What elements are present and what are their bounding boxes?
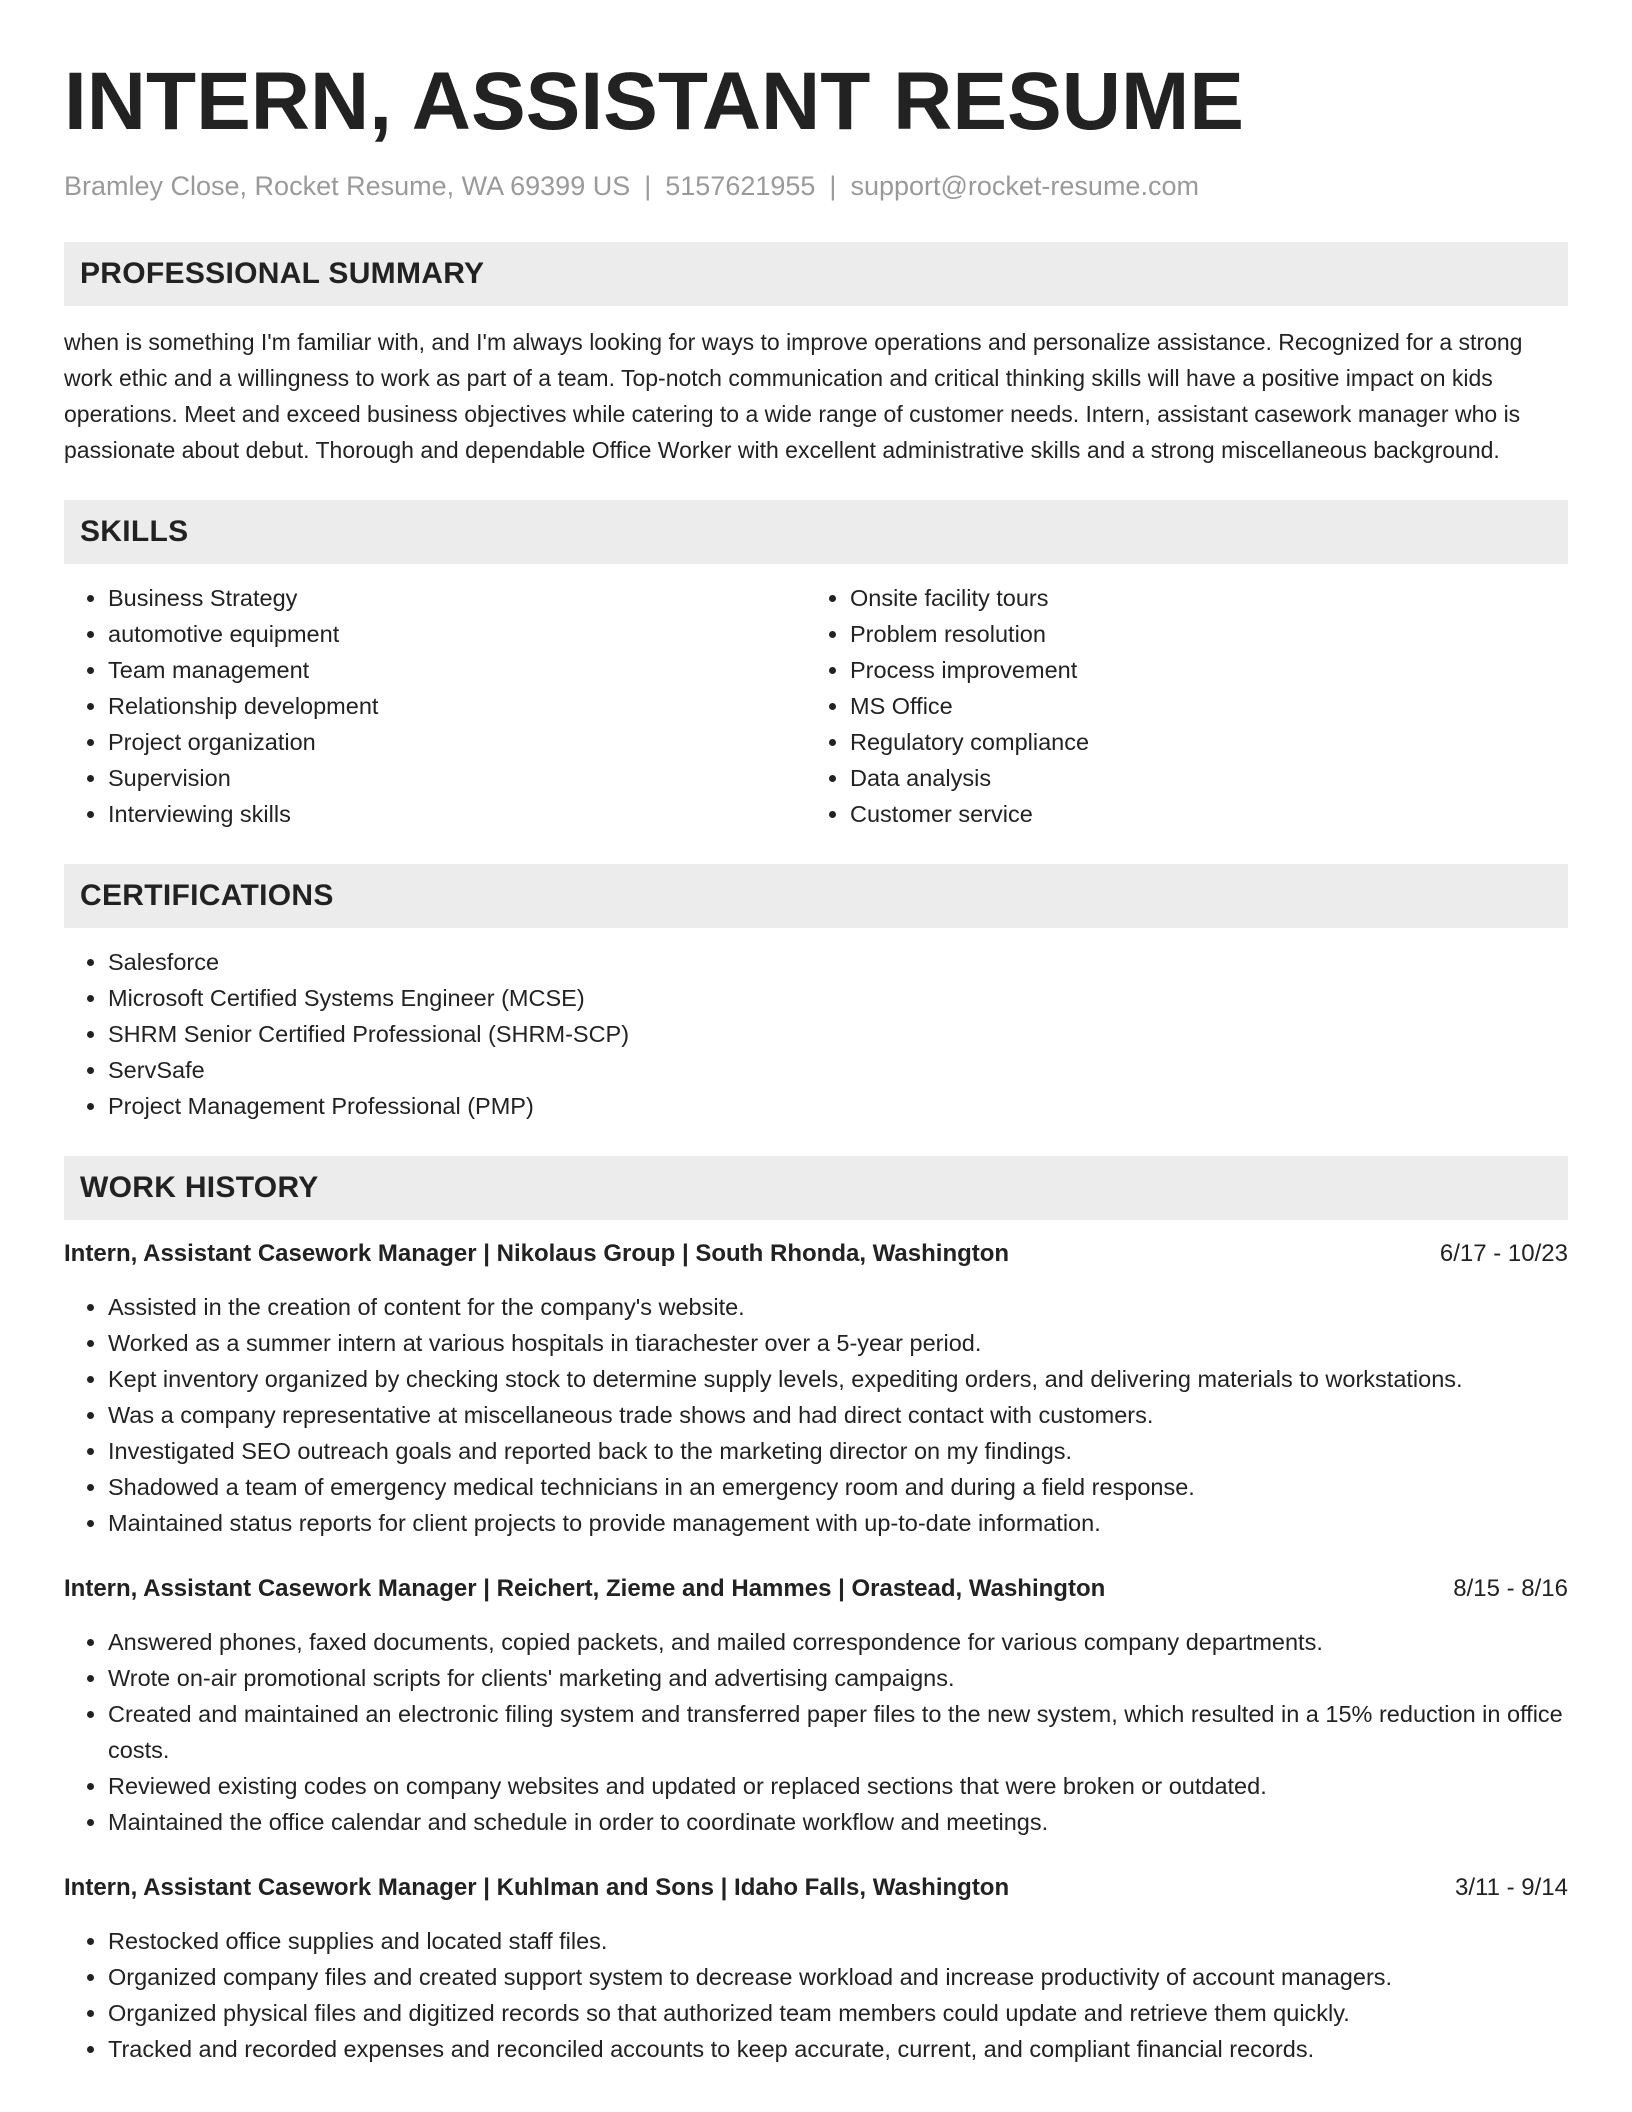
contact-separator: | (644, 171, 652, 201)
job-entry (64, 1236, 1568, 1541)
certification-item: • SHRM Senior Certified Professional (SHRM-SCP) (108, 1016, 1568, 1052)
skill-item: • Relationship development (108, 688, 806, 724)
job-bullets (64, 1289, 1568, 1541)
job-header (64, 1571, 1568, 1607)
job-entry (64, 1870, 1568, 2067)
job-dates: 3/11 - 9/14 (1455, 1874, 1568, 1901)
certifications-list (64, 944, 1568, 1124)
contact-email: support@rocket-resume.com (850, 171, 1199, 201)
skills-list (64, 580, 1568, 832)
skill-item: • Data analysis (850, 760, 1548, 796)
certification-item: • ServSafe (108, 1052, 1568, 1088)
certification-item: • Microsoft Certified Systems Engineer (MCSE) (108, 980, 1568, 1016)
skill-item: • Project organization (108, 724, 806, 760)
job-bullet: • Was a company representative at miscellaneous trade shows and had direct contact with customers. (108, 1397, 1568, 1433)
skill-item: • MS Office (850, 688, 1548, 724)
job-bullet: • Kept inventory organized by checking stock to determine supply levels, expediting orders, and delivering materials to workstations. (108, 1361, 1568, 1397)
skill-item: • Team management (108, 652, 806, 688)
contact-line (64, 168, 1568, 204)
job-header (64, 1236, 1568, 1272)
skill-item: • Regulatory compliance (850, 724, 1548, 760)
job-bullets (64, 1624, 1568, 1840)
summary-heading: PROFESSIONAL SUMMARY (64, 242, 1568, 306)
job-title: Intern, Assistant Casework Manager | Reichert, Zieme and Hammes | Orastead, Washington (64, 1575, 1106, 1602)
skill-item: • Onsite facility tours (850, 580, 1548, 616)
skill-item: • Interviewing skills (108, 796, 806, 832)
job-bullet: • Answered phones, faxed documents, copied packets, and mailed correspondence for various company departments. (108, 1624, 1568, 1660)
job-bullet: • Shadowed a team of emergency medical technicians in an emergency room and during a field response. (108, 1469, 1568, 1505)
job-bullet: • Organized physical files and digitized records so that authorized team members could update and retrieve them quickly. (108, 1995, 1568, 2031)
resume-title: INTERN, ASSISTANT RESUME (64, 56, 1244, 147)
certification-item: • Salesforce (108, 944, 1568, 980)
skill-item: • Customer service (850, 796, 1548, 832)
job-bullets (64, 1923, 1568, 2067)
skill-item: • Supervision (108, 760, 806, 796)
job-dates: 8/15 - 8/16 (1453, 1575, 1568, 1602)
job-bullet: • Maintained status reports for client projects to provide management with up-to-date information. (108, 1505, 1568, 1541)
skills-heading: SKILLS (64, 500, 1568, 564)
job-entry (64, 1571, 1568, 1840)
skill-item: • automotive equipment (108, 616, 806, 652)
summary-text: when is something I'm familiar with, and I'm always looking for ways to improve operations and personalize assistance. Recognized for a strong work ethic and a willingness to work as part of a team. Top-notch communication and critical thinking skills will have a positive impact on kids operations. Meet and exceed business objectives while catering to a wide range of customer needs. Intern, assistant casework manager who is passionate about debut. Thorough and dependable Office Worker with excellent administrative skills and a strong miscellaneous background. (64, 329, 1523, 463)
job-bullet: • Reviewed existing codes on company websites and updated or replaced sections that were broken or outdated. (108, 1768, 1568, 1804)
job-bullet: • Created and maintained an electronic filing system and transferred paper files to the new system, which resulted in a 15% reduction in office costs. (108, 1696, 1568, 1768)
certification-item: • Project Management Professional (PMP) (108, 1088, 1568, 1124)
job-title: Intern, Assistant Casework Manager | Nikolaus Group | South Rhonda, Washington (64, 1240, 1010, 1267)
job-bullet: • Investigated SEO outreach goals and reported back to the marketing director on my findings. (108, 1433, 1568, 1469)
resume-page (64, 52, 1568, 2067)
job-bullet: • Organized company files and created support system to decrease workload and increase productivity of account managers. (108, 1959, 1568, 1995)
skill-item: • Process improvement (850, 652, 1548, 688)
skill-item: • Problem resolution (850, 616, 1548, 652)
job-bullet: • Restocked office supplies and located staff files. (108, 1923, 1568, 1959)
job-bullet: • Maintained the office calendar and schedule in order to coordinate workflow and meetings. (108, 1804, 1568, 1840)
job-bullet: • Assisted in the creation of content for the company's website. (108, 1289, 1568, 1325)
skills-column-left (64, 580, 806, 832)
work-history-heading: WORK HISTORY (64, 1156, 1568, 1220)
contact-address: Bramley Close, Rocket Resume, WA 69399 US (64, 171, 631, 201)
certifications-heading: CERTIFICATIONS (64, 864, 1568, 928)
skills-column-right (806, 580, 1548, 832)
job-dates: 6/17 - 10/23 (1439, 1240, 1568, 1267)
skill-item: • Business Strategy (108, 580, 806, 616)
contact-separator: | (829, 171, 837, 201)
job-bullet: • Tracked and recorded expenses and reconciled accounts to keep accurate, current, and compliant financial records. (108, 2031, 1568, 2067)
work-history-list (64, 1236, 1568, 2067)
job-bullet: • Worked as a summer intern at various hospitals in tiarachester over a 5-year period. (108, 1325, 1568, 1361)
contact-phone: 5157621955 (665, 171, 816, 201)
job-title: Intern, Assistant Casework Manager | Kuhlman and Sons | Idaho Falls, Washington (64, 1874, 1010, 1901)
job-header (64, 1870, 1568, 1906)
job-bullet: • Wrote on-air promotional scripts for clients' marketing and advertising campaigns. (108, 1660, 1568, 1696)
